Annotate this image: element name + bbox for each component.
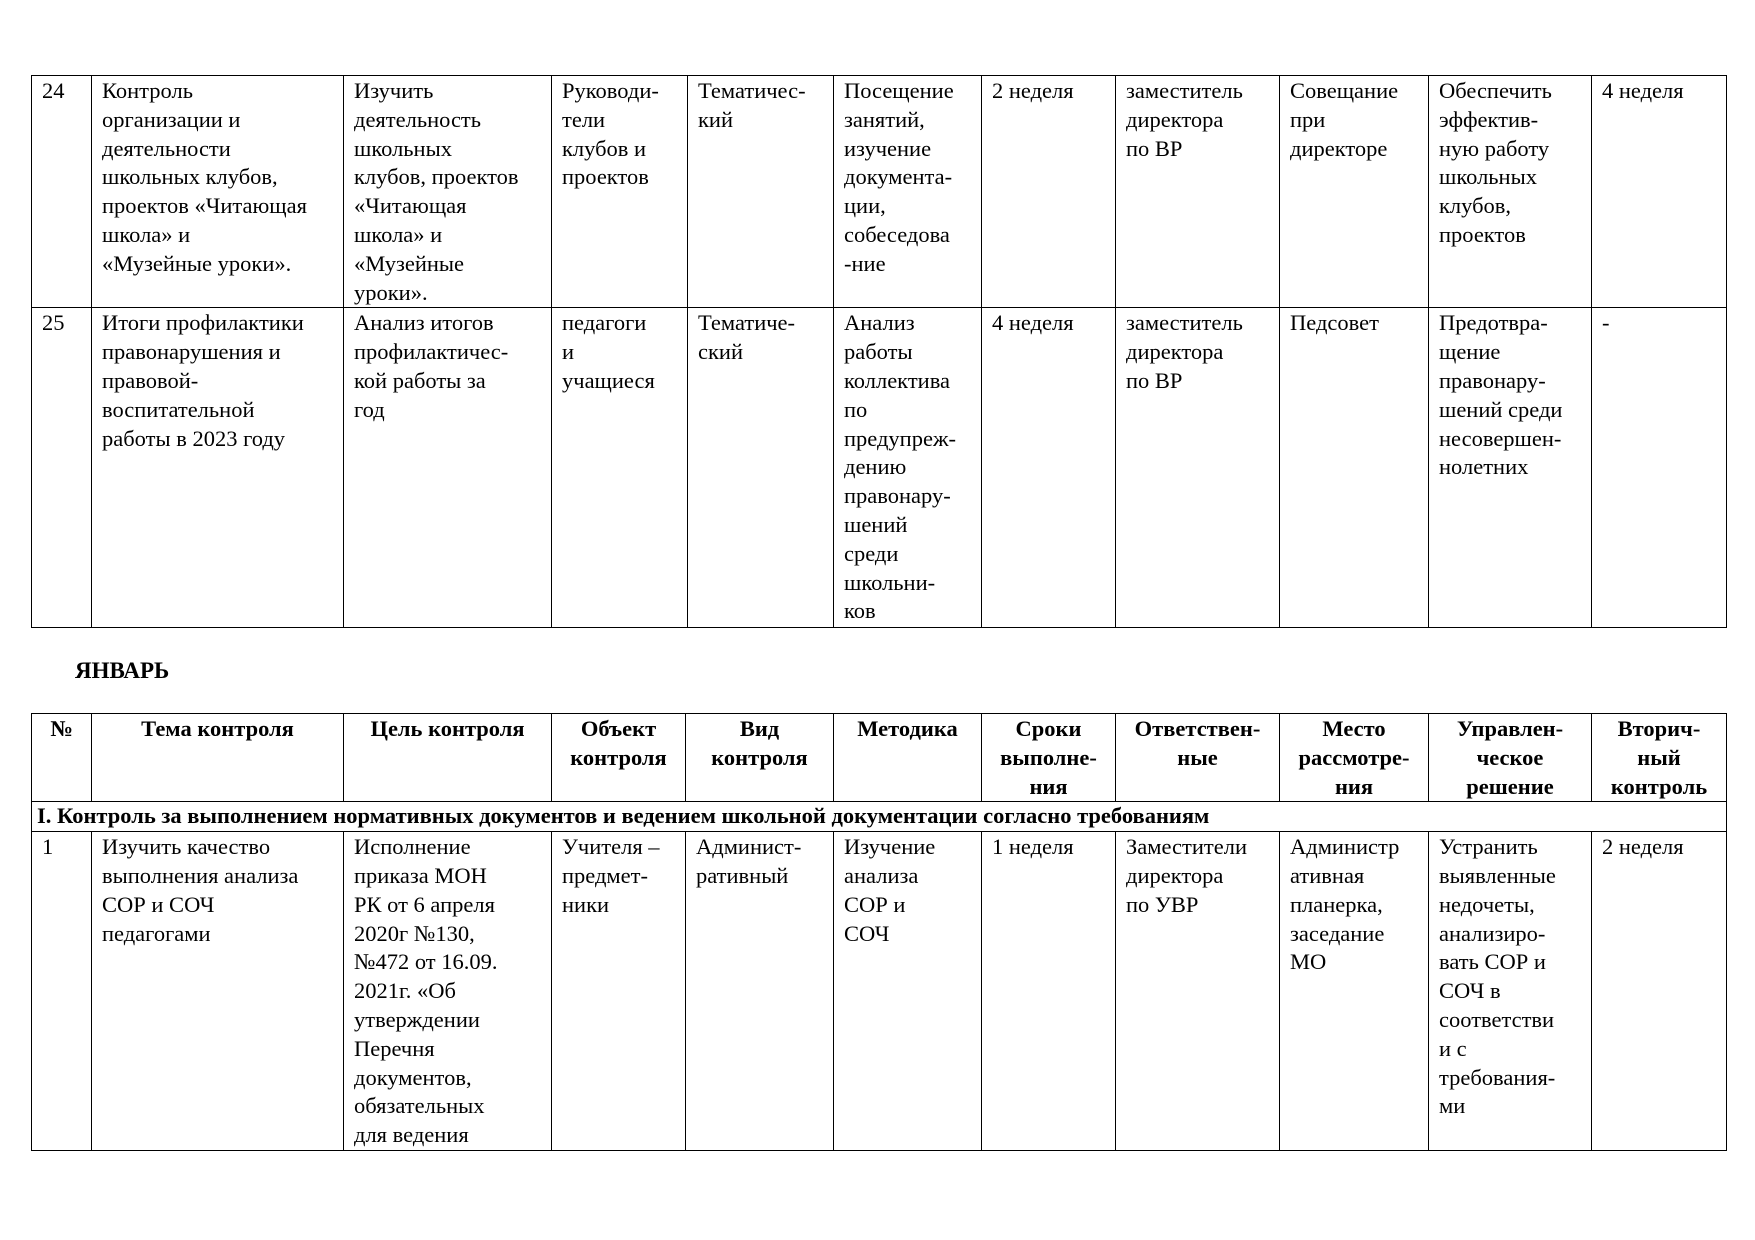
cell-method: Посещение занятий, изучение документа- ции, собеседова -ние	[834, 76, 982, 308]
month-heading: ЯНВАРЬ	[75, 658, 170, 683]
cell-term: 4 неделя	[982, 308, 1116, 628]
table-row	[32, 308, 1727, 628]
cell-responsible: Заместители директора по УВР	[1116, 832, 1280, 1151]
header-secondary: Вторич- ный контроль	[1592, 714, 1727, 802]
cell-goal: Исполнение приказа МОН РК от 6 апреля 2020г №130, №472 от 16.09. 2021г. «Об утверждении Перечня документов, обязательных для ведения	[344, 832, 552, 1151]
cell-decision: Обеспечить эффектив- ную работу школьных клубов, проектов	[1429, 76, 1592, 308]
cell-object: педагоги и учащиеся	[552, 308, 688, 628]
control-plan-table-continued	[31, 75, 1727, 628]
table-row	[32, 832, 1727, 1151]
header-num: №	[32, 714, 92, 802]
cell-num: 25	[32, 308, 92, 628]
header-term: Сроки выполне- ния	[982, 714, 1116, 802]
cell-method: Анализ работы коллектива по предупреж- дению правонару- шений среди школьни- ков	[834, 308, 982, 628]
cell-venue: Педсовет	[1280, 308, 1429, 628]
cell-type: Админист- ративный	[686, 832, 834, 1151]
cell-object: Руководи- тели клубов и проектов	[552, 76, 688, 308]
header-venue: Место рассмотре- ния	[1280, 714, 1429, 802]
cell-goal: Анализ итогов профилактичес- кой работы за год	[344, 308, 552, 628]
cell-secondary: 2 неделя	[1592, 832, 1727, 1151]
header-object: Объект контроля	[552, 714, 686, 802]
cell-type: Тематичес- кий	[688, 76, 834, 308]
cell-num: 24	[32, 76, 92, 308]
header-goal: Цель контроля	[344, 714, 552, 802]
cell-method: Изучение анализа СОР и СОЧ	[834, 832, 982, 1151]
section-row	[32, 802, 1727, 832]
cell-decision: Устранить выявленные недочеты, анализиро- вать СОР и СОЧ в соответстви и с требования- ми	[1429, 832, 1592, 1151]
cell-venue: Совещание при директоре	[1280, 76, 1429, 308]
header-method: Методика	[834, 714, 982, 802]
cell-type: Тематиче- ский	[688, 308, 834, 628]
cell-topic: Изучить качество выполнения анализа СОР и СОЧ педагогами	[92, 832, 344, 1151]
cell-num: 1	[32, 832, 92, 1151]
cell-secondary: -	[1592, 308, 1727, 628]
header-topic: Тема контроля	[92, 714, 344, 802]
cell-term: 2 неделя	[982, 76, 1116, 308]
cell-secondary: 4 неделя	[1592, 76, 1727, 308]
control-plan-table-january	[31, 713, 1727, 1151]
cell-decision: Предотвра- щение правонару- шений среди несовершен- нолетних	[1429, 308, 1592, 628]
table-row	[32, 76, 1727, 308]
cell-responsible: заместитель директора по ВР	[1116, 76, 1280, 308]
section-title: I. Контроль за выполнением нормативных документов и ведением школьной документации согласно требованиям	[32, 802, 1727, 832]
cell-responsible: заместитель директора по ВР	[1116, 308, 1280, 628]
table-header-row	[32, 714, 1727, 802]
header-type: Вид контроля	[686, 714, 834, 802]
cell-venue: Администр ативная планерка, заседание МО	[1280, 832, 1429, 1151]
header-responsible: Ответствен- ные	[1116, 714, 1280, 802]
cell-topic: Итоги профилактики правонарушения и правовой- воспитательной работы в 2023 году	[92, 308, 344, 628]
cell-topic: Контроль организации и деятельности школьных клубов, проектов «Читающая школа» и «Музейные уроки».	[92, 76, 344, 308]
cell-goal: Изучить деятельность школьных клубов, проектов «Читающая школа» и «Музейные уроки».	[344, 76, 552, 308]
cell-term: 1 неделя	[982, 832, 1116, 1151]
cell-object: Учителя – предмет- ники	[552, 832, 686, 1151]
header-decision: Управлен- ческое решение	[1429, 714, 1592, 802]
